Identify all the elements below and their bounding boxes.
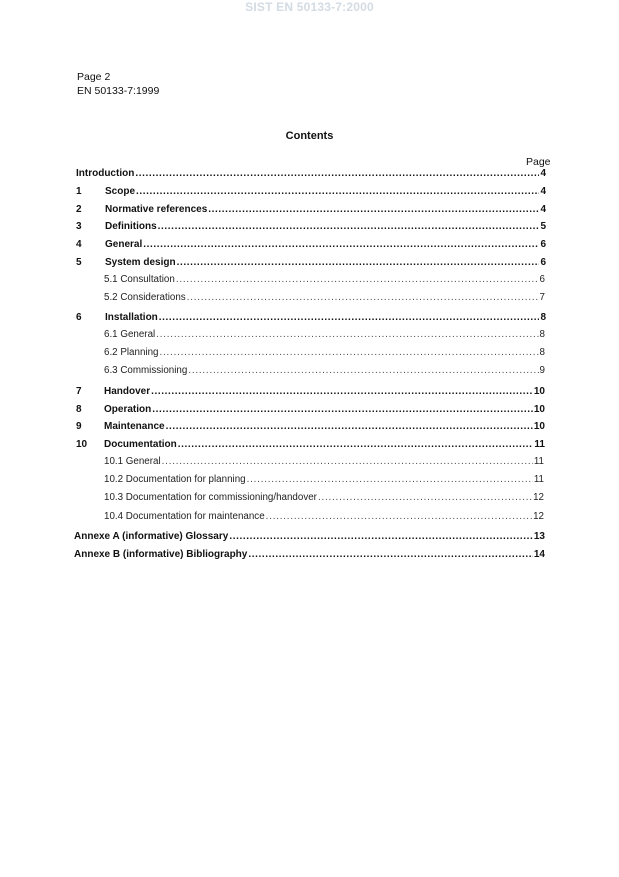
toc-entry-number: 7 [76, 386, 82, 397]
toc-entry[interactable] [74, 549, 545, 561]
toc-entry-number: 8 [76, 404, 82, 415]
toc-entry[interactable] [104, 511, 544, 523]
toc-entry[interactable] [76, 312, 546, 324]
toc-entry-label: Handover [104, 386, 151, 397]
toc-entry[interactable] [76, 239, 546, 251]
toc-entry-page: 8 [540, 312, 546, 323]
toc-entry-label: Annexe A (informative) Glossary [74, 531, 229, 542]
toc-entry-number: 10 [76, 439, 88, 450]
toc-entry-label: Definitions [105, 221, 157, 232]
toc-entry[interactable] [104, 456, 544, 468]
toc-entry[interactable] [104, 365, 545, 377]
toc-entry-page: 5 [540, 221, 546, 232]
document-id: EN 50133-7:1999 [77, 84, 160, 97]
toc-entry-number: 5 [76, 257, 82, 268]
dot-leader [156, 329, 538, 341]
toc-entry[interactable] [76, 421, 545, 433]
toc-entry-label: 5.2 Considerations [104, 292, 186, 303]
dot-leader [247, 474, 533, 486]
toc-entry-page: 4 [540, 168, 546, 179]
toc-entry-page: 8 [539, 329, 545, 340]
toc-entry-label: 10.1 General [104, 456, 161, 467]
dot-leader [178, 439, 534, 451]
dot-leader [177, 257, 540, 269]
toc-entry-page: 10 [533, 386, 545, 397]
toc-entry-page: 6 [539, 274, 545, 285]
toc-entry-page: 13 [533, 531, 545, 542]
toc-entry-page: 4 [540, 186, 546, 197]
page-column-heading: Page [526, 156, 551, 168]
watermark: SIST EN 50133-7:2000 [245, 0, 374, 14]
toc-entry[interactable] [76, 257, 546, 269]
toc-entry[interactable] [76, 186, 546, 198]
toc-entry-number: 3 [76, 221, 82, 232]
dot-leader [151, 386, 533, 398]
toc-entry-label: 10.4 Documentation for maintenance [104, 511, 265, 522]
toc-entry-page: 10 [533, 404, 545, 415]
toc-entry-label: 10.2 Documentation for planning [104, 474, 246, 485]
dot-leader [159, 312, 540, 324]
toc-entry-label: System design [105, 257, 176, 268]
toc-entry-page: 6 [540, 257, 546, 268]
dot-leader [187, 292, 539, 304]
toc-entry-page: 12 [533, 511, 544, 522]
toc-entry[interactable] [76, 168, 546, 180]
toc-entry-page: 8 [539, 347, 545, 358]
toc-entry-page: 9 [539, 365, 545, 376]
toc-entry-page: 11 [533, 474, 544, 485]
dot-leader [162, 456, 533, 468]
dot-leader [152, 404, 533, 416]
dot-leader [166, 421, 533, 433]
toc-entry-page: 11 [534, 439, 545, 450]
toc-entry-label: Annexe B (informative) Bibliography [74, 549, 248, 560]
toc-entry[interactable] [104, 274, 545, 286]
toc-entry-label: 6.2 Planning [104, 347, 159, 358]
toc-entry[interactable] [76, 221, 546, 233]
toc-entry-number: 6 [76, 312, 82, 323]
toc-entry-label: 6.1 General [104, 329, 156, 340]
toc-entry-number: 2 [76, 204, 82, 215]
toc-entry-label: Scope [105, 186, 136, 197]
dot-leader [248, 549, 533, 561]
toc-entry-label: 5.1 Consultation [104, 274, 175, 285]
dot-leader [158, 221, 540, 233]
toc-entry[interactable] [76, 204, 546, 216]
contents-title: Contents [285, 130, 334, 142]
toc-entry[interactable] [74, 531, 545, 543]
toc-entry[interactable] [104, 329, 545, 341]
dot-leader [176, 274, 539, 286]
toc-entry-label: Operation [104, 404, 152, 415]
toc-entry-page: 12 [533, 492, 544, 503]
toc-entry-label: 6.3 Commissioning [104, 365, 188, 376]
dot-leader [318, 492, 532, 504]
toc-entry-page: 6 [540, 239, 546, 250]
toc-entry-number: 4 [76, 239, 82, 250]
dot-leader [208, 204, 539, 216]
toc-entry-page: 14 [533, 549, 545, 560]
toc-entry-label: Documentation [104, 439, 177, 450]
toc-entry-number: 9 [76, 421, 82, 432]
dot-leader [159, 347, 538, 359]
toc-entry-label: Introduction [76, 168, 135, 179]
toc-entry[interactable] [76, 404, 545, 416]
toc-entry-number: 1 [76, 186, 82, 197]
dot-leader [229, 531, 533, 543]
toc-entry-label: Maintenance [104, 421, 165, 432]
dot-leader [143, 239, 539, 251]
toc-entry[interactable] [104, 474, 544, 486]
dot-leader [266, 511, 532, 523]
toc-entry[interactable] [76, 386, 545, 398]
toc-entry[interactable] [104, 492, 544, 504]
dot-leader [188, 365, 538, 377]
toc-entry-label: Installation [105, 312, 158, 323]
toc-entry[interactable] [104, 292, 545, 304]
toc-entry-page: 11 [533, 456, 544, 467]
dot-leader [136, 186, 539, 198]
toc-entry-label: 10.3 Documentation for commissioning/handover [104, 492, 317, 503]
page-number: Page 2 [77, 71, 111, 83]
toc-entry[interactable] [76, 439, 545, 451]
toc-entry-page: 4 [540, 204, 546, 215]
toc-entry-page: 7 [539, 292, 545, 303]
toc-entry-label: Normative references [105, 204, 208, 215]
toc-entry-label: General [105, 239, 143, 250]
toc-entry-page: 10 [533, 421, 545, 432]
toc-entry[interactable] [104, 347, 545, 359]
dot-leader [135, 168, 539, 180]
